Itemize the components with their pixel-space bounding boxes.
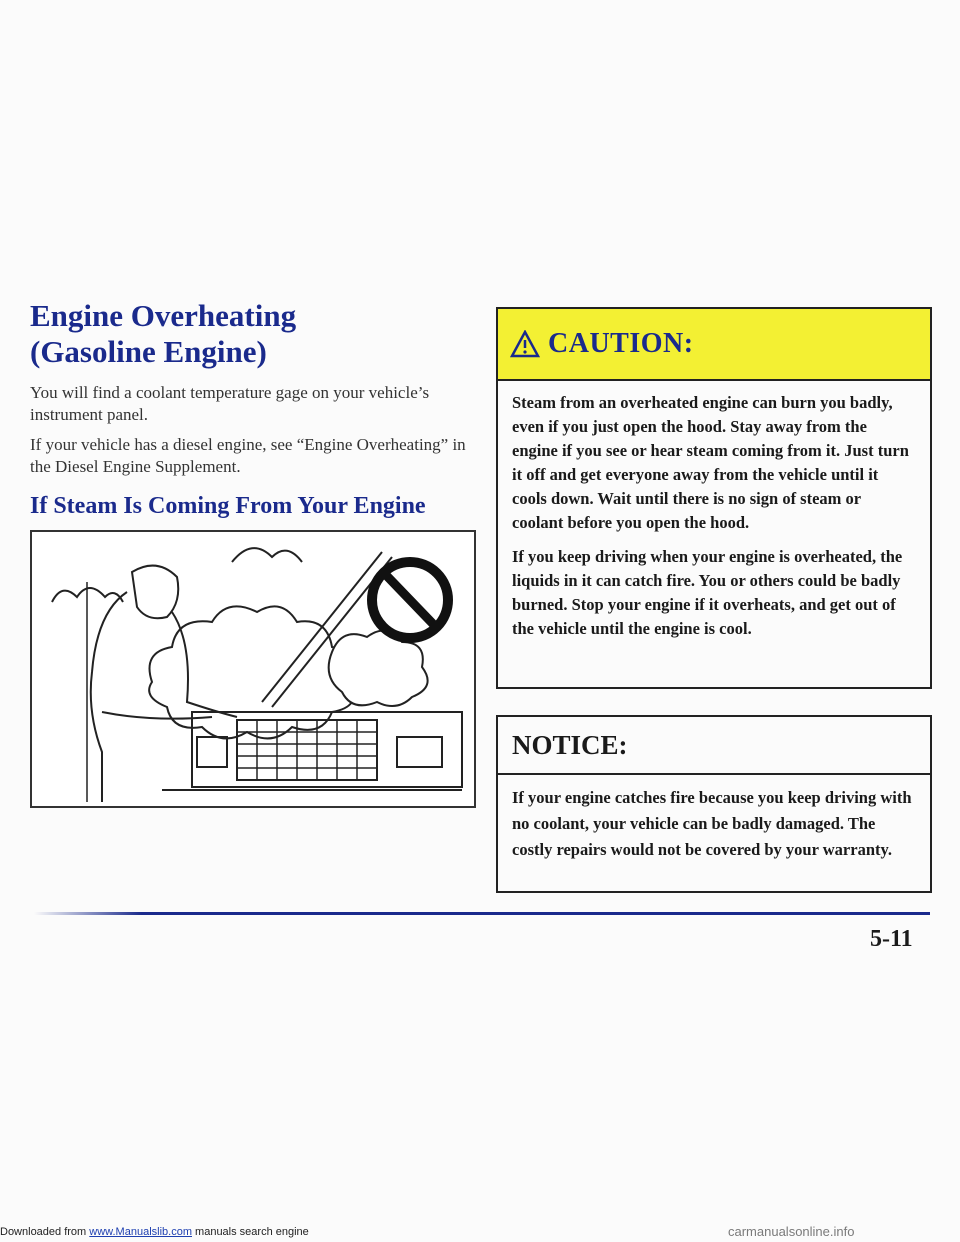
caution-box xyxy=(496,307,932,689)
caution-body xyxy=(498,381,930,641)
illustration-drawing xyxy=(32,532,474,806)
diesel-paragraph: If your vehicle has a diesel engine, see “Engine Overheating” in the Diesel Engine Supplement. xyxy=(30,435,466,476)
notice-body xyxy=(498,775,930,863)
notice-header xyxy=(498,717,930,775)
left-column xyxy=(30,298,470,520)
manualslib-link[interactable]: www.Manualslib.com xyxy=(89,1226,192,1238)
section-title xyxy=(30,298,470,370)
caution-title: CAUTION: xyxy=(548,328,694,359)
caution-header xyxy=(498,309,930,381)
warning-triangle-icon xyxy=(510,330,540,358)
download-attribution xyxy=(0,1226,309,1238)
notice-paragraph: If your engine catches fire because you keep driving with no coolant, your vehicle can be badly damaged. The costly repairs would not be covered by your warranty. xyxy=(512,788,912,859)
download-suffix: manuals search engine xyxy=(191,1226,309,1238)
download-prefix: Downloaded from xyxy=(0,1226,90,1238)
subsection-title: If Steam Is Coming From Your Engine xyxy=(30,493,426,519)
watermark: carmanualsonline.info xyxy=(728,1224,855,1239)
section-title-line1: Engine Overheating xyxy=(30,298,297,333)
steam-engine-illustration xyxy=(30,530,476,808)
page-number: 5-11 xyxy=(870,926,913,952)
caution-paragraph-1: Steam from an overheated engine can burn you badly, even if you just open the hood. Stay away from the engine if you see or hear steam coming from it. Just turn it off and get everyone away from the vehicle until it cools down. Wait until there is no sign of steam or coolant before you open the hood. xyxy=(512,393,909,532)
intro-paragraph: You will find a coolant temperature gage on your vehicle’s instrument panel. xyxy=(30,383,430,424)
caution-paragraph-2: If you keep driving when your engine is overheated, the liquids in it can catch fire. You or others could be badly burned. Stop your engine if it overheats, and get out of the vehicle until the engine is cool. xyxy=(512,547,903,638)
notice-title: NOTICE: xyxy=(512,729,628,760)
notice-box xyxy=(496,715,932,893)
section-title-line2: (Gasoline Engine) xyxy=(30,334,267,369)
footer-rule xyxy=(34,912,930,915)
